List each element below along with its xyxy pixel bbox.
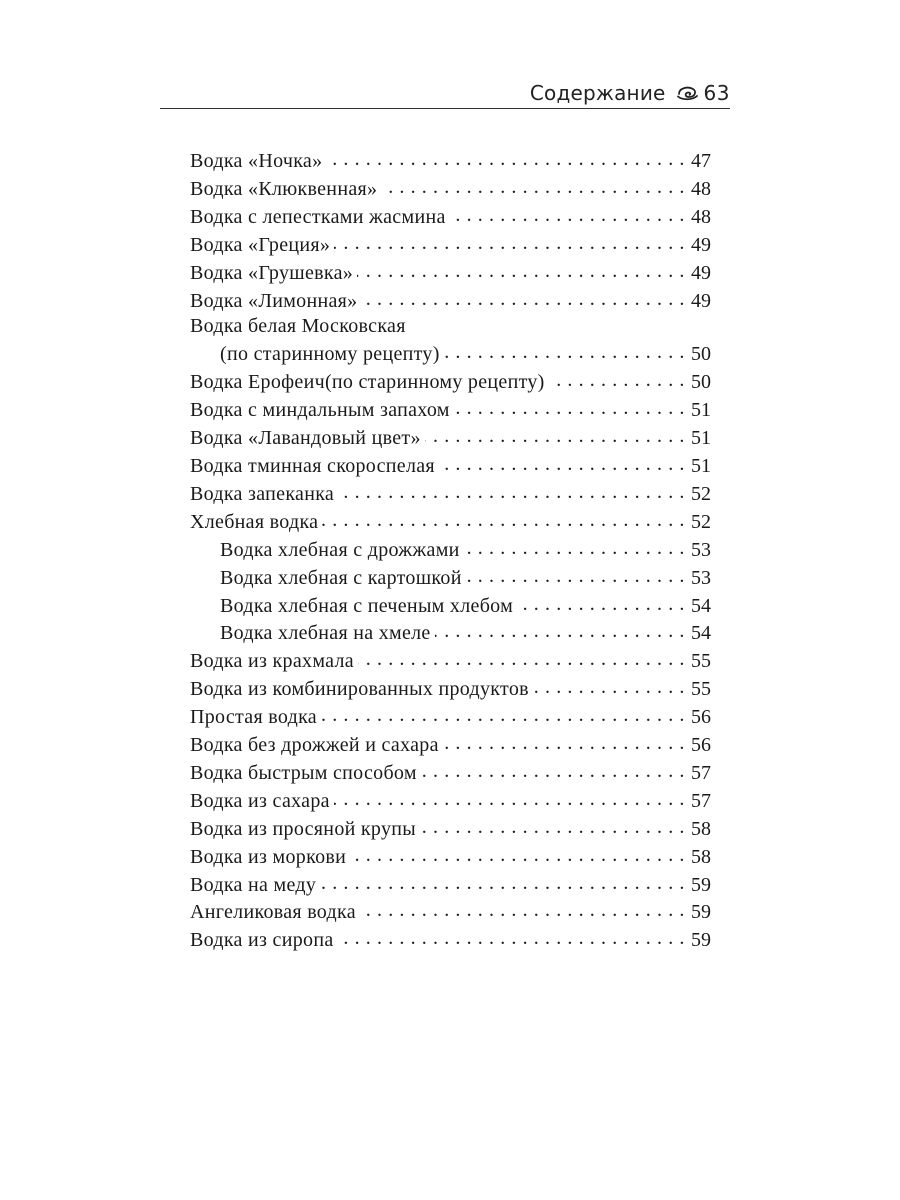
table-of-contents <box>190 147 711 954</box>
toc-entry-title: Водка хлебная с картошкой <box>220 566 462 589</box>
toc-entry-page: 51 <box>691 399 711 422</box>
dot-leader <box>421 759 685 779</box>
running-head <box>160 78 730 108</box>
toc-entry-title: Водка без дрожжей и сахара <box>190 734 439 757</box>
toc-entry-page: 55 <box>691 650 711 673</box>
dot-leader <box>549 368 685 388</box>
toc-entry[interactable] <box>190 147 711 175</box>
toc-entry-title: Водка «Лавандовый цвет» <box>190 427 421 450</box>
toc-entry[interactable] <box>190 675 711 703</box>
toc-entry-page: 57 <box>691 789 711 812</box>
swirl-icon <box>676 84 700 102</box>
toc-entry-page: 59 <box>691 873 711 896</box>
toc-entry-page: 50 <box>691 371 711 394</box>
dot-leader <box>360 898 685 918</box>
dot-leader <box>435 619 685 639</box>
dot-leader <box>420 815 685 835</box>
page-number: 63 <box>703 81 730 105</box>
dot-leader <box>425 424 685 444</box>
toc-entry-page: 56 <box>691 734 711 757</box>
toc-entry-page: 53 <box>691 566 711 589</box>
toc-entry-title: Водка «Грушевка» <box>190 261 354 284</box>
toc-entry-title: Водка из комбинированных продуктов <box>190 678 529 701</box>
toc-entry[interactable] <box>190 203 711 231</box>
toc-entry[interactable] <box>190 287 711 315</box>
toc-entry-title: Водка «Ночка» <box>190 150 323 172</box>
toc-entry-title: Водка «Клюквенная» <box>190 177 378 200</box>
toc-entry[interactable] <box>190 815 711 843</box>
toc-entry[interactable] <box>190 231 711 259</box>
toc-entry[interactable] <box>190 843 711 871</box>
toc-entry-continuation[interactable] <box>190 340 711 368</box>
toc-entry[interactable] <box>190 759 711 787</box>
toc-entry[interactable] <box>190 731 711 759</box>
toc-entry[interactable] <box>190 259 711 287</box>
dot-leader <box>443 731 685 751</box>
toc-entry-page: 52 <box>691 482 711 505</box>
toc-entry-page: 51 <box>691 454 711 477</box>
dot-leader <box>350 843 685 863</box>
toc-entry-page: 59 <box>691 929 711 952</box>
toc-entry-title: Водка «Греция» <box>190 233 331 256</box>
toc-entry[interactable] <box>190 396 711 424</box>
toc-entry[interactable] <box>190 480 711 508</box>
toc-entry-page: 59 <box>691 901 711 924</box>
dot-leader <box>361 287 685 307</box>
toc-entry-page: 50 <box>691 343 711 366</box>
dot-leader <box>326 147 685 167</box>
dot-leader <box>533 675 685 695</box>
toc-entry-page: 57 <box>691 761 711 784</box>
toc-entry[interactable] <box>190 703 711 731</box>
toc-entry-page: 47 <box>691 150 711 172</box>
dot-leader <box>466 564 685 584</box>
toc-subentry[interactable] <box>190 619 711 647</box>
dot-leader <box>334 231 685 251</box>
toc-entry-page: 51 <box>691 427 711 450</box>
dot-leader <box>320 871 685 891</box>
header-rule <box>160 108 730 109</box>
toc-entry-title: Ангеликовая водка <box>190 901 356 924</box>
toc-entry-title: Простая водка <box>190 706 317 729</box>
dot-leader <box>358 647 685 667</box>
toc-entry-title: Водка из моркови <box>190 845 347 868</box>
dot-leader <box>444 340 685 360</box>
toc-entry-page: 48 <box>691 177 711 200</box>
toc-entry[interactable] <box>190 368 711 396</box>
toc-entry[interactable] <box>190 871 711 899</box>
dot-leader <box>321 703 685 723</box>
toc-entry-title: Водка с лепестками жасмина <box>190 205 446 228</box>
toc-entry[interactable] <box>190 175 711 203</box>
toc-entry-title: Водка «Лимонная» <box>190 289 358 312</box>
toc-entry-title: Водка на меду <box>190 873 317 896</box>
dot-leader <box>381 175 685 195</box>
toc-entry[interactable] <box>190 508 711 536</box>
toc-entry-title: Хлебная водка <box>190 510 319 533</box>
toc-entry-page: 55 <box>691 678 711 701</box>
dot-leader <box>338 926 686 946</box>
toc-entry[interactable] <box>190 452 711 480</box>
toc-entry-title: Водка белая Московская <box>190 315 406 338</box>
toc-subentry[interactable] <box>190 564 711 592</box>
toc-entry[interactable] <box>190 647 711 675</box>
toc-entry[interactable] <box>190 424 711 452</box>
dot-leader <box>454 396 685 416</box>
toc-entry-title: Водка хлебная с дрожжами <box>220 538 460 561</box>
toc-subentry[interactable] <box>190 536 711 564</box>
toc-entry-page: 52 <box>691 510 711 533</box>
toc-entry-page: 49 <box>691 261 711 284</box>
toc-entry-page: 53 <box>691 538 711 561</box>
toc-entry-first-line[interactable] <box>190 314 711 340</box>
toc-entry[interactable] <box>190 787 711 815</box>
toc-entry-title: Водка хлебная с печеным хлебом <box>220 594 514 617</box>
toc-entry-title: Водка быстрым способом <box>190 761 417 784</box>
toc-entry-page: 54 <box>691 622 711 645</box>
toc-entry-title: Водка из сиропа <box>190 929 334 952</box>
dot-leader <box>338 480 685 500</box>
dot-leader <box>517 592 685 612</box>
dot-leader <box>464 536 685 556</box>
toc-entry[interactable] <box>190 926 711 954</box>
toc-entry-page: 49 <box>691 289 711 312</box>
toc-entry-title: Водка из просяной крупы <box>190 817 417 840</box>
toc-entry-page: 49 <box>691 233 711 256</box>
toc-entry-page: 58 <box>691 817 711 840</box>
toc-entry-title: Водка из сахара <box>190 789 330 812</box>
toc-entry-page: 58 <box>691 845 711 868</box>
toc-entry-title: Водка запеканка <box>190 482 335 505</box>
dot-leader <box>322 508 685 528</box>
toc-subentry[interactable] <box>190 592 711 620</box>
toc-entry-title-continuation: (по старинному рецепту) <box>220 343 440 366</box>
section-title: Содержание <box>529 81 666 105</box>
toc-entry-page: 56 <box>691 706 711 729</box>
toc-entry-title: Водка тминная скороспелая <box>190 454 435 477</box>
toc-entry-title: Водка с миндальным запахом <box>190 399 450 422</box>
dot-leader <box>439 452 685 472</box>
dot-leader <box>450 203 685 223</box>
dot-leader <box>357 259 685 279</box>
toc-entry-page: 54 <box>691 594 711 617</box>
toc-entry-title: Водка из крахмала <box>190 650 354 673</box>
toc-entry[interactable] <box>190 898 711 926</box>
toc-entry-title: Водка хлебная на хмеле <box>220 622 431 645</box>
dot-leader <box>334 787 685 807</box>
toc-entry-page: 48 <box>691 205 711 228</box>
toc-entry-title: Водка Ерофеич(по старинному рецепту) <box>190 371 545 394</box>
